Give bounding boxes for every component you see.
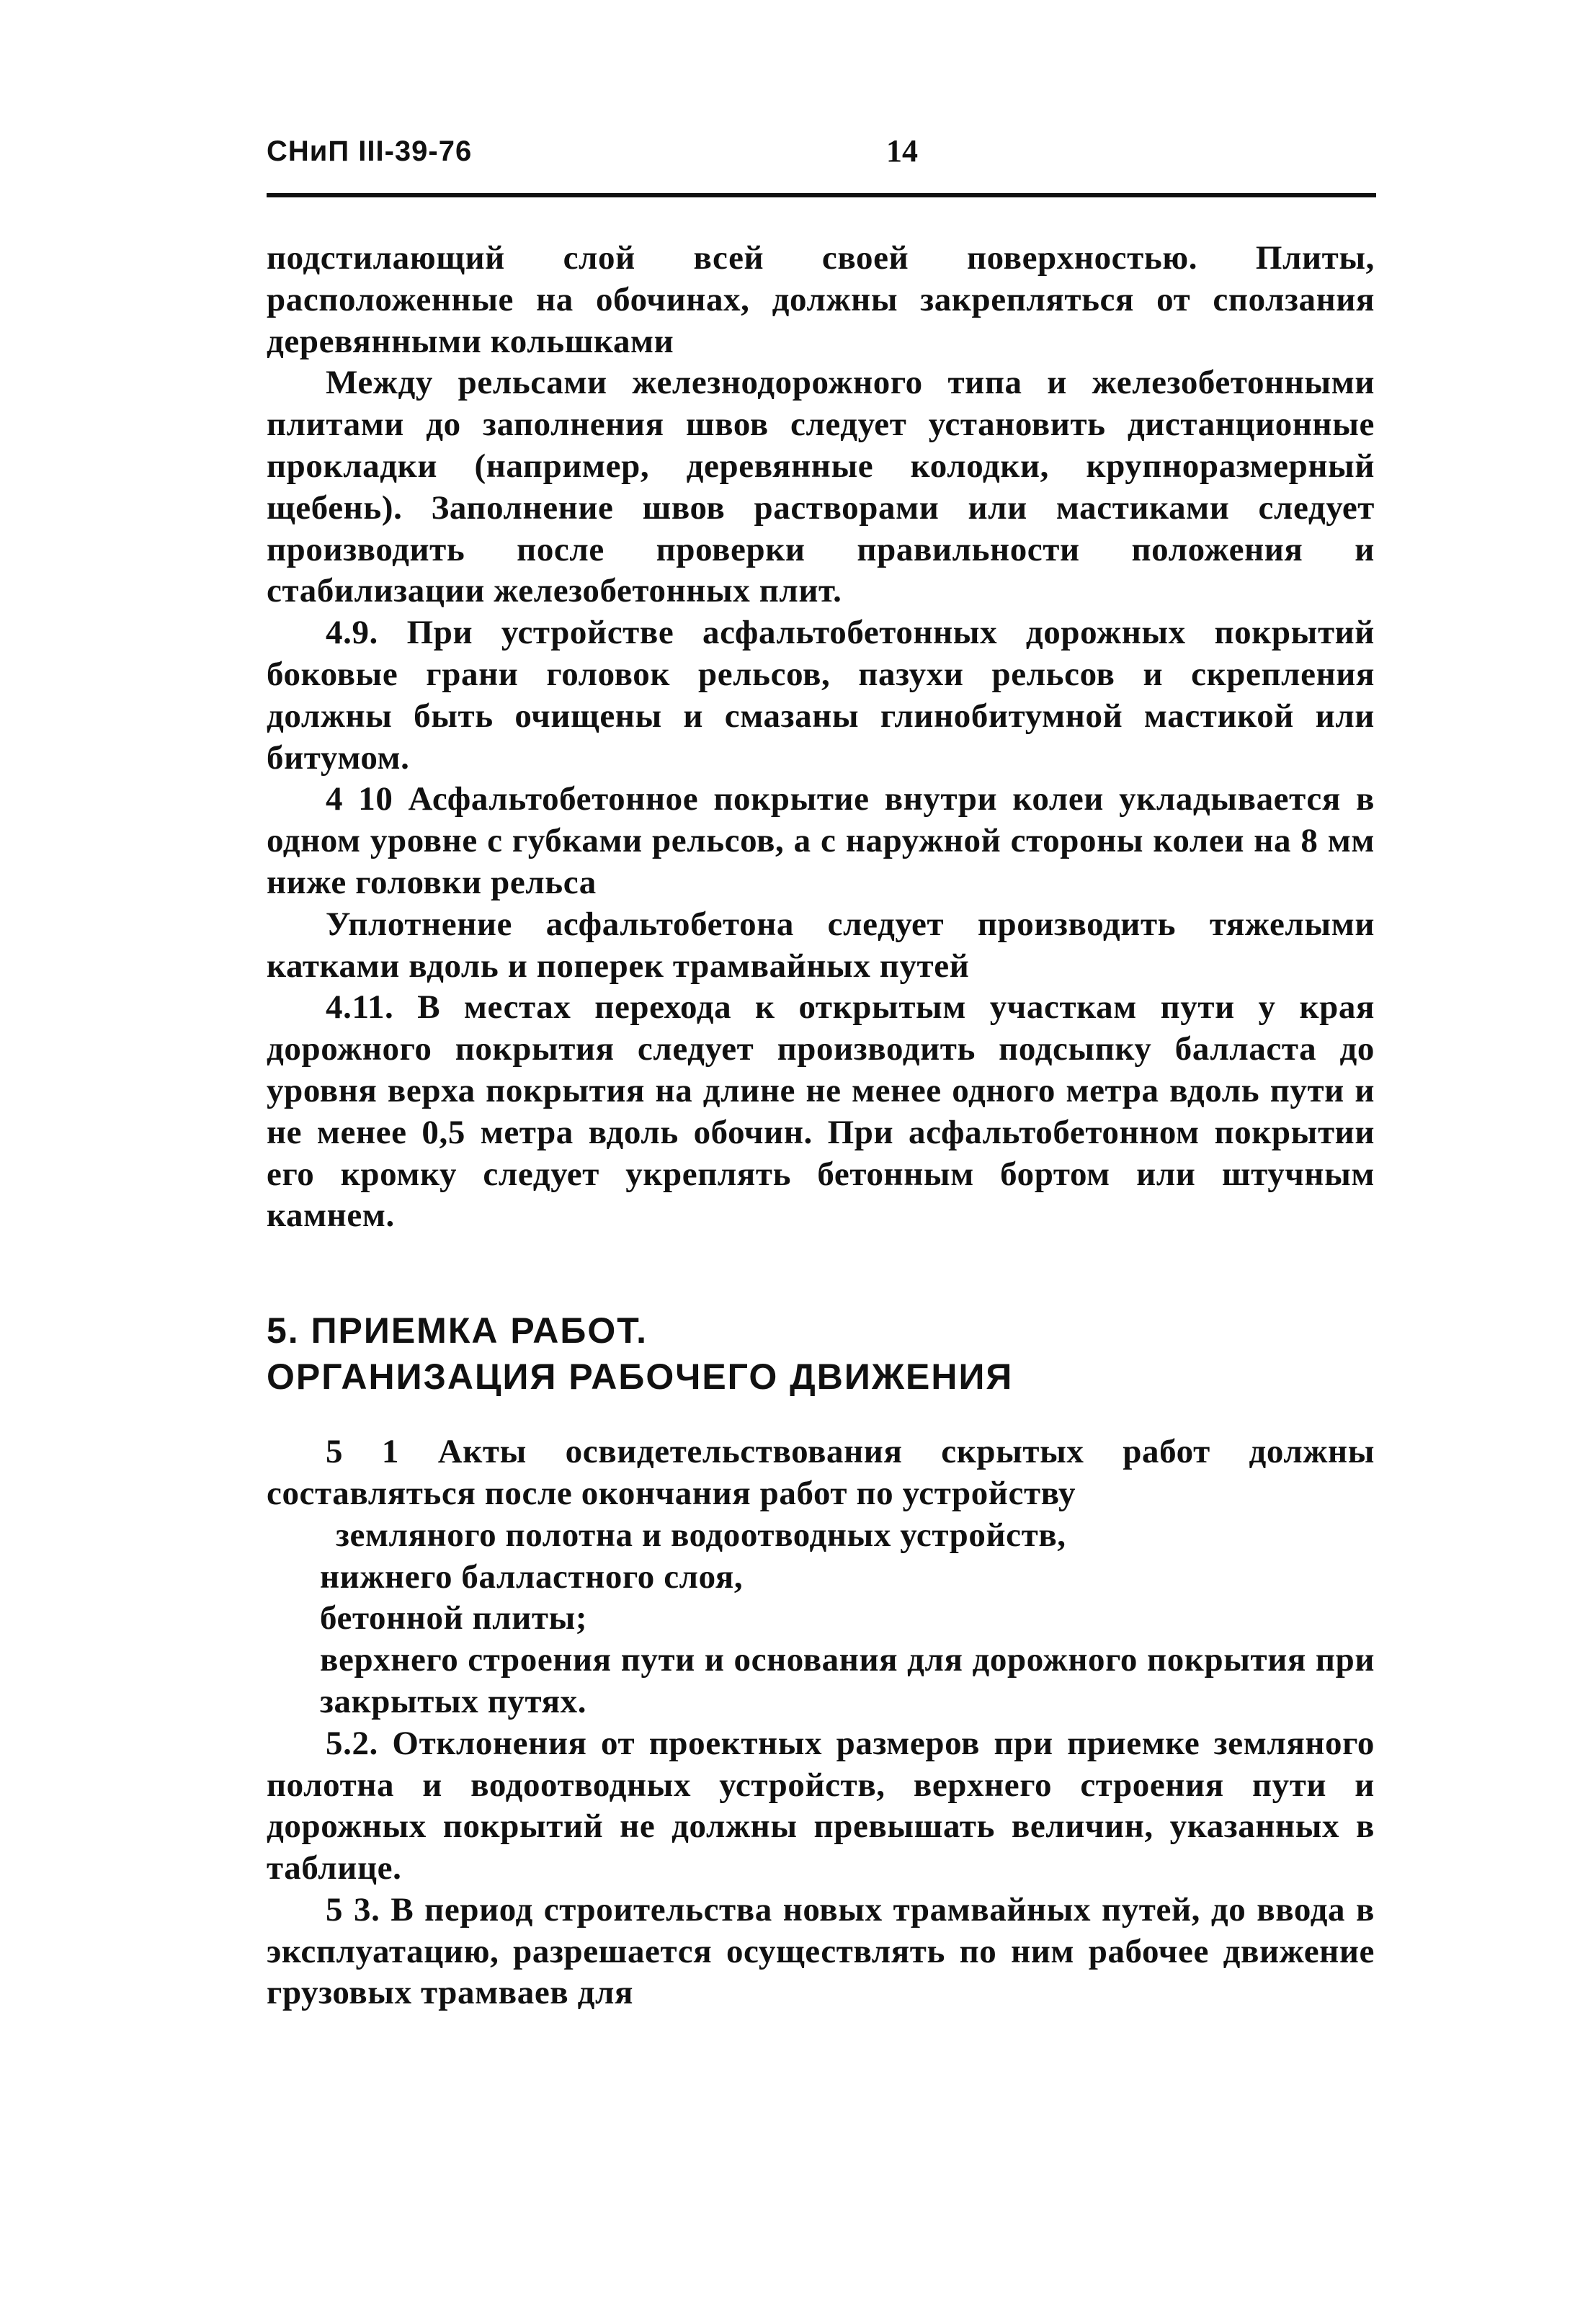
paragraph-5-3: 5 3. В период строительства новых трамвайных путей, до ввода в эксплуатацию, разрешается осуществлять по ним рабочее движение грузовых трамваев для: [267, 1890, 1375, 2012]
header-rule: [267, 193, 1376, 197]
page-number: 14: [886, 133, 918, 169]
paragraph: Уплотнение асфальтобетона следует производить тяжелыми катками вдоль и поперек трамвайных путей: [267, 905, 1375, 985]
paragraph: Между рельсами железнодорожного типа и железобетонными плитами до заполнения швов следует установить дистанционные прокладки (например, деревянные колодки, крупноразмерный щебень). Заполнение швов растворами или мастиками следует производить после проверки правильности положения и стабилизации железобетонных плит.: [267, 364, 1375, 610]
paragraph-4-9: 4.9. При устройстве асфальтобетонных дорожных покрытий боковые грани головок рельсов, пазухи рельсов и скрепления должны быть очищены и смазаны глинобитумной мастикой или битумом.: [267, 614, 1375, 777]
spacer: [267, 1237, 1375, 1308]
paragraph-5-1: 5 1 Акты освидетельствования скрытых работ должны составляться после окончания работ по устройству: [267, 1433, 1375, 1512]
list-item: бетонной плиты;: [320, 1599, 588, 1637]
page-body: [267, 238, 1375, 2014]
section-title-line-1: 5. ПРИЕМКА РАБОТ.: [267, 1310, 648, 1351]
document-code: СНиП III-39-76: [267, 135, 473, 167]
paragraph-4-11: 4.11. В местах перехода к открытым участкам пути у края дорожного покрытия следует производить подсыпку балласта до уровня верха покрытия на длине не менее одного метра вдоль пути и не менее 0,5 метра вдоль обочин. При асфальтобетонном покрытии его кромку следует укреплять бетонным бортом или штучным камнем.: [267, 988, 1375, 1235]
paragraph: подстилающий слой всей своей поверхностью. Плиты, расположенные на обочинах, должны закрепляться от сползания деревянными кольшками: [267, 239, 1375, 360]
list-item: земляного полотна и водоотводных устройств,: [336, 1516, 1066, 1554]
paragraph-4-10: 4 10 Асфальтобетонное покрытие внутри колеи укладывается в одном уровне с губками рельсов, а с наружной стороны колеи на 8 мм ниже головки рельса: [267, 780, 1375, 901]
section-title-line-2: ОРГАНИЗАЦИЯ РАБОЧЕГО ДВИЖЕНИЯ: [267, 1357, 1014, 1398]
list-item: нижнего балластного слоя,: [320, 1557, 744, 1596]
page-header: [267, 130, 1375, 180]
list-item-last: верхнего строения пути и основания для дорожного покрытия при закрытых путях.: [320, 1641, 1375, 1720]
spacer: [267, 1400, 1375, 1431]
paragraph-5-2: 5.2. Отклонения от проектных размеров при приемке земляного полотна и водоотводных устройств, верхнего строения пути и дорожных покрытий не должны превышать величин, указанных в таблице.: [267, 1724, 1375, 1887]
